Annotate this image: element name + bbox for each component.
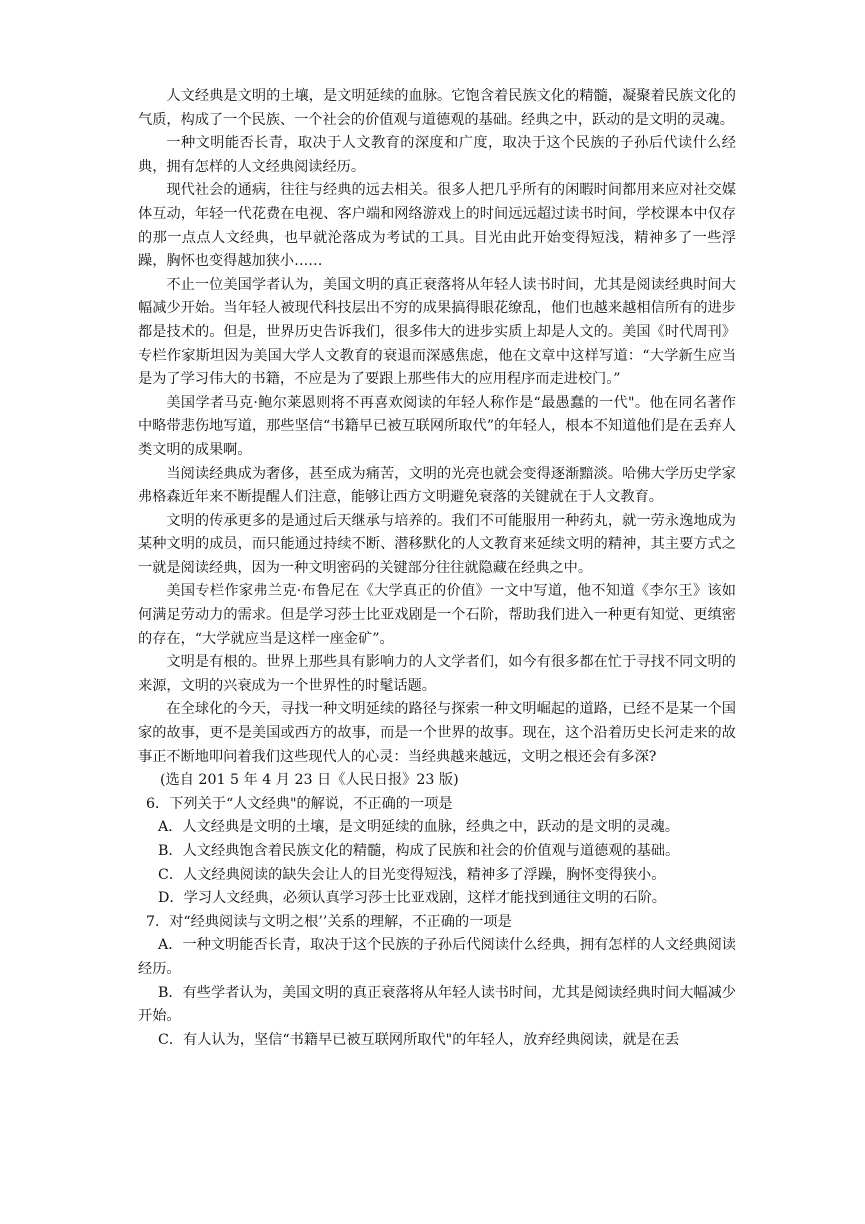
passage-paragraph-5: 美国学者马克·鲍尔莱恩则将不再喜欢阅读的年轻人称作是“最愚蠢的一代"。他在同名著作中略带悲伤地写道，那些坚信“书籍早已被互联网所取代”的年轻人，根本不知道他们是在丢弃人类文明的成果啊。 <box>138 394 736 458</box>
question-6-stem: 6．下列关于“人文经典"的解说，不正确的一项是 <box>146 795 453 812</box>
question-6-option-c: C．人文经典阅读的缺失会让人的目光变得短浅，精神多了浮躁，胸怀变得狭小。 <box>158 866 666 883</box>
question-7-option-a: A．一种文明能否长青，取决于这个民族的子孙后代阅读什么经典，拥有怎样的人文经典阅读经历。 <box>138 937 736 977</box>
passage-paragraph-8: 美国专栏作家弗兰克·布鲁尼在《大学真正的价值》一文中写道，他不知道《李尔王》该如何满足劳动力的需求。但是学习莎士比亚戏剧是一个石阶，帮助我们进入一种更有知觉、更缜密的存在，“大学就应当是这样一座金矿”。 <box>138 583 736 647</box>
passage-paragraph-4: 不止一位美国学者认为，美国文明的真正衰落将从年轻人读书时间，尤其是阅读经典时间大幅减少开始。当年轻人被现代科技层出不穷的成果搞得眼花缭乱，他们也越来越相信所有的进步都是技术的。但是，世界历史告诉我们，很多伟大的进步实质上却是人文的。美国《时代周刊》专栏作家斯坦因为美国大学人文教育的衰退而深感焦虑，他在文章中这样写道：“大学新生应当是为了学习伟大的书籍，不应是为了要跟上那些伟大的应用程序而走进校门。” <box>138 276 736 388</box>
passage-paragraph-6: 当阅读经典成为奢侈，甚至成为痛苦，文明的光亮也就会变得逐渐黯淡。哈佛大学历史学家弗格森近年来不断提醒人们注意，能够让西方文明避免衰落的关键就在于人文教育。 <box>138 465 736 506</box>
passage-paragraph-2: 一种文明能否长青，取决于人文教育的深度和广度，取决于这个民族的子孙后代读什么经典，拥有怎样的人文经典阅读经历。 <box>138 135 736 175</box>
passage-paragraph-7: 文明的传承更多的是通过后天继承与培养的。我们不可能服用一种药丸，就一劳永逸地成为某种文明的成员，而只能通过持续不断、潜移默化的人文教育来延续文明的精神，其主要方式之一就是阅读经典，因为一种文明密码的关键部分往往就隐藏在经典之中。 <box>138 512 736 576</box>
passage-paragraph-10: 在全球化的今天，寻找一种文明延续的路径与探索一种文明崛起的道路，已经不是某一个国家的故事，更不是美国或西方的故事，而是一个世界的故事。现在，这个沿着历史长河走来的故事正不断地叩问着我们这些现代人的心灵：当经典越来越远，文明之根还会有多深? <box>138 701 736 765</box>
question-7-stem: 7．对“经典阅读与文明之根’’关系的理解，不正确的一项是 <box>146 913 512 930</box>
passage-paragraph-1: 人文经典是文明的土壤，是文明延续的血脉。它饱含着民族文化的精髓，凝聚着民族文化的气质，构成了一个民族、一个社会的价值观与道德观的基础。经典之中，跃动的是文明的灵魂。 <box>138 88 736 128</box>
document-page <box>138 85 736 1052</box>
passage-paragraph-3: 现代社会的通病，往往与经典的远去相关。很多人把几乎所有的闲暇时间都用来应对社交媒体互动，年轻一代花费在电视、客户端和网络游戏上的时间远远超过读书时间，学校课本中仅存的那一点点人文经典，也早就沦落成为考试的工具。目光由此开始变得短浅，精神多了一些浮躁，胸怀也变得越加狭小…… <box>138 182 736 270</box>
question-6-option-a: A．人文经典是文明的土壤，是文明延续的血脉，经典之中，跃动的是文明的灵魂。 <box>158 819 679 836</box>
question-7-option-b: B．有些学者认为，美国文明的真正衰落将从年轻人读书时间，尤其是阅读经典时间大幅减少开始。 <box>138 984 736 1025</box>
passage-source: (选自 201 5 年 4 月 23 日《人民日报》23 版) <box>160 772 459 789</box>
question-6-option-b: B．人文经典饱含着民族文化的精髓，构成了民族和社会的价值观与道德观的基础。 <box>158 843 680 859</box>
question-7-option-c: C．有人认为，坚信“书籍早已被互联网所取代"的年轻人，放弃经典阅读，就是在丢 <box>158 1031 680 1048</box>
passage-paragraph-9: 文明是有根的。世界上那些具有影响力的人文学者们，如今有很多都在忙于寻找不同文明的来源，文明的兴衰成为一个世界性的时髦话题。 <box>138 654 736 694</box>
question-6-option-d: D．学习人文经典，必须认真学习莎士比亚戏剧，这样才能找到通往文明的石阶。 <box>158 890 666 907</box>
